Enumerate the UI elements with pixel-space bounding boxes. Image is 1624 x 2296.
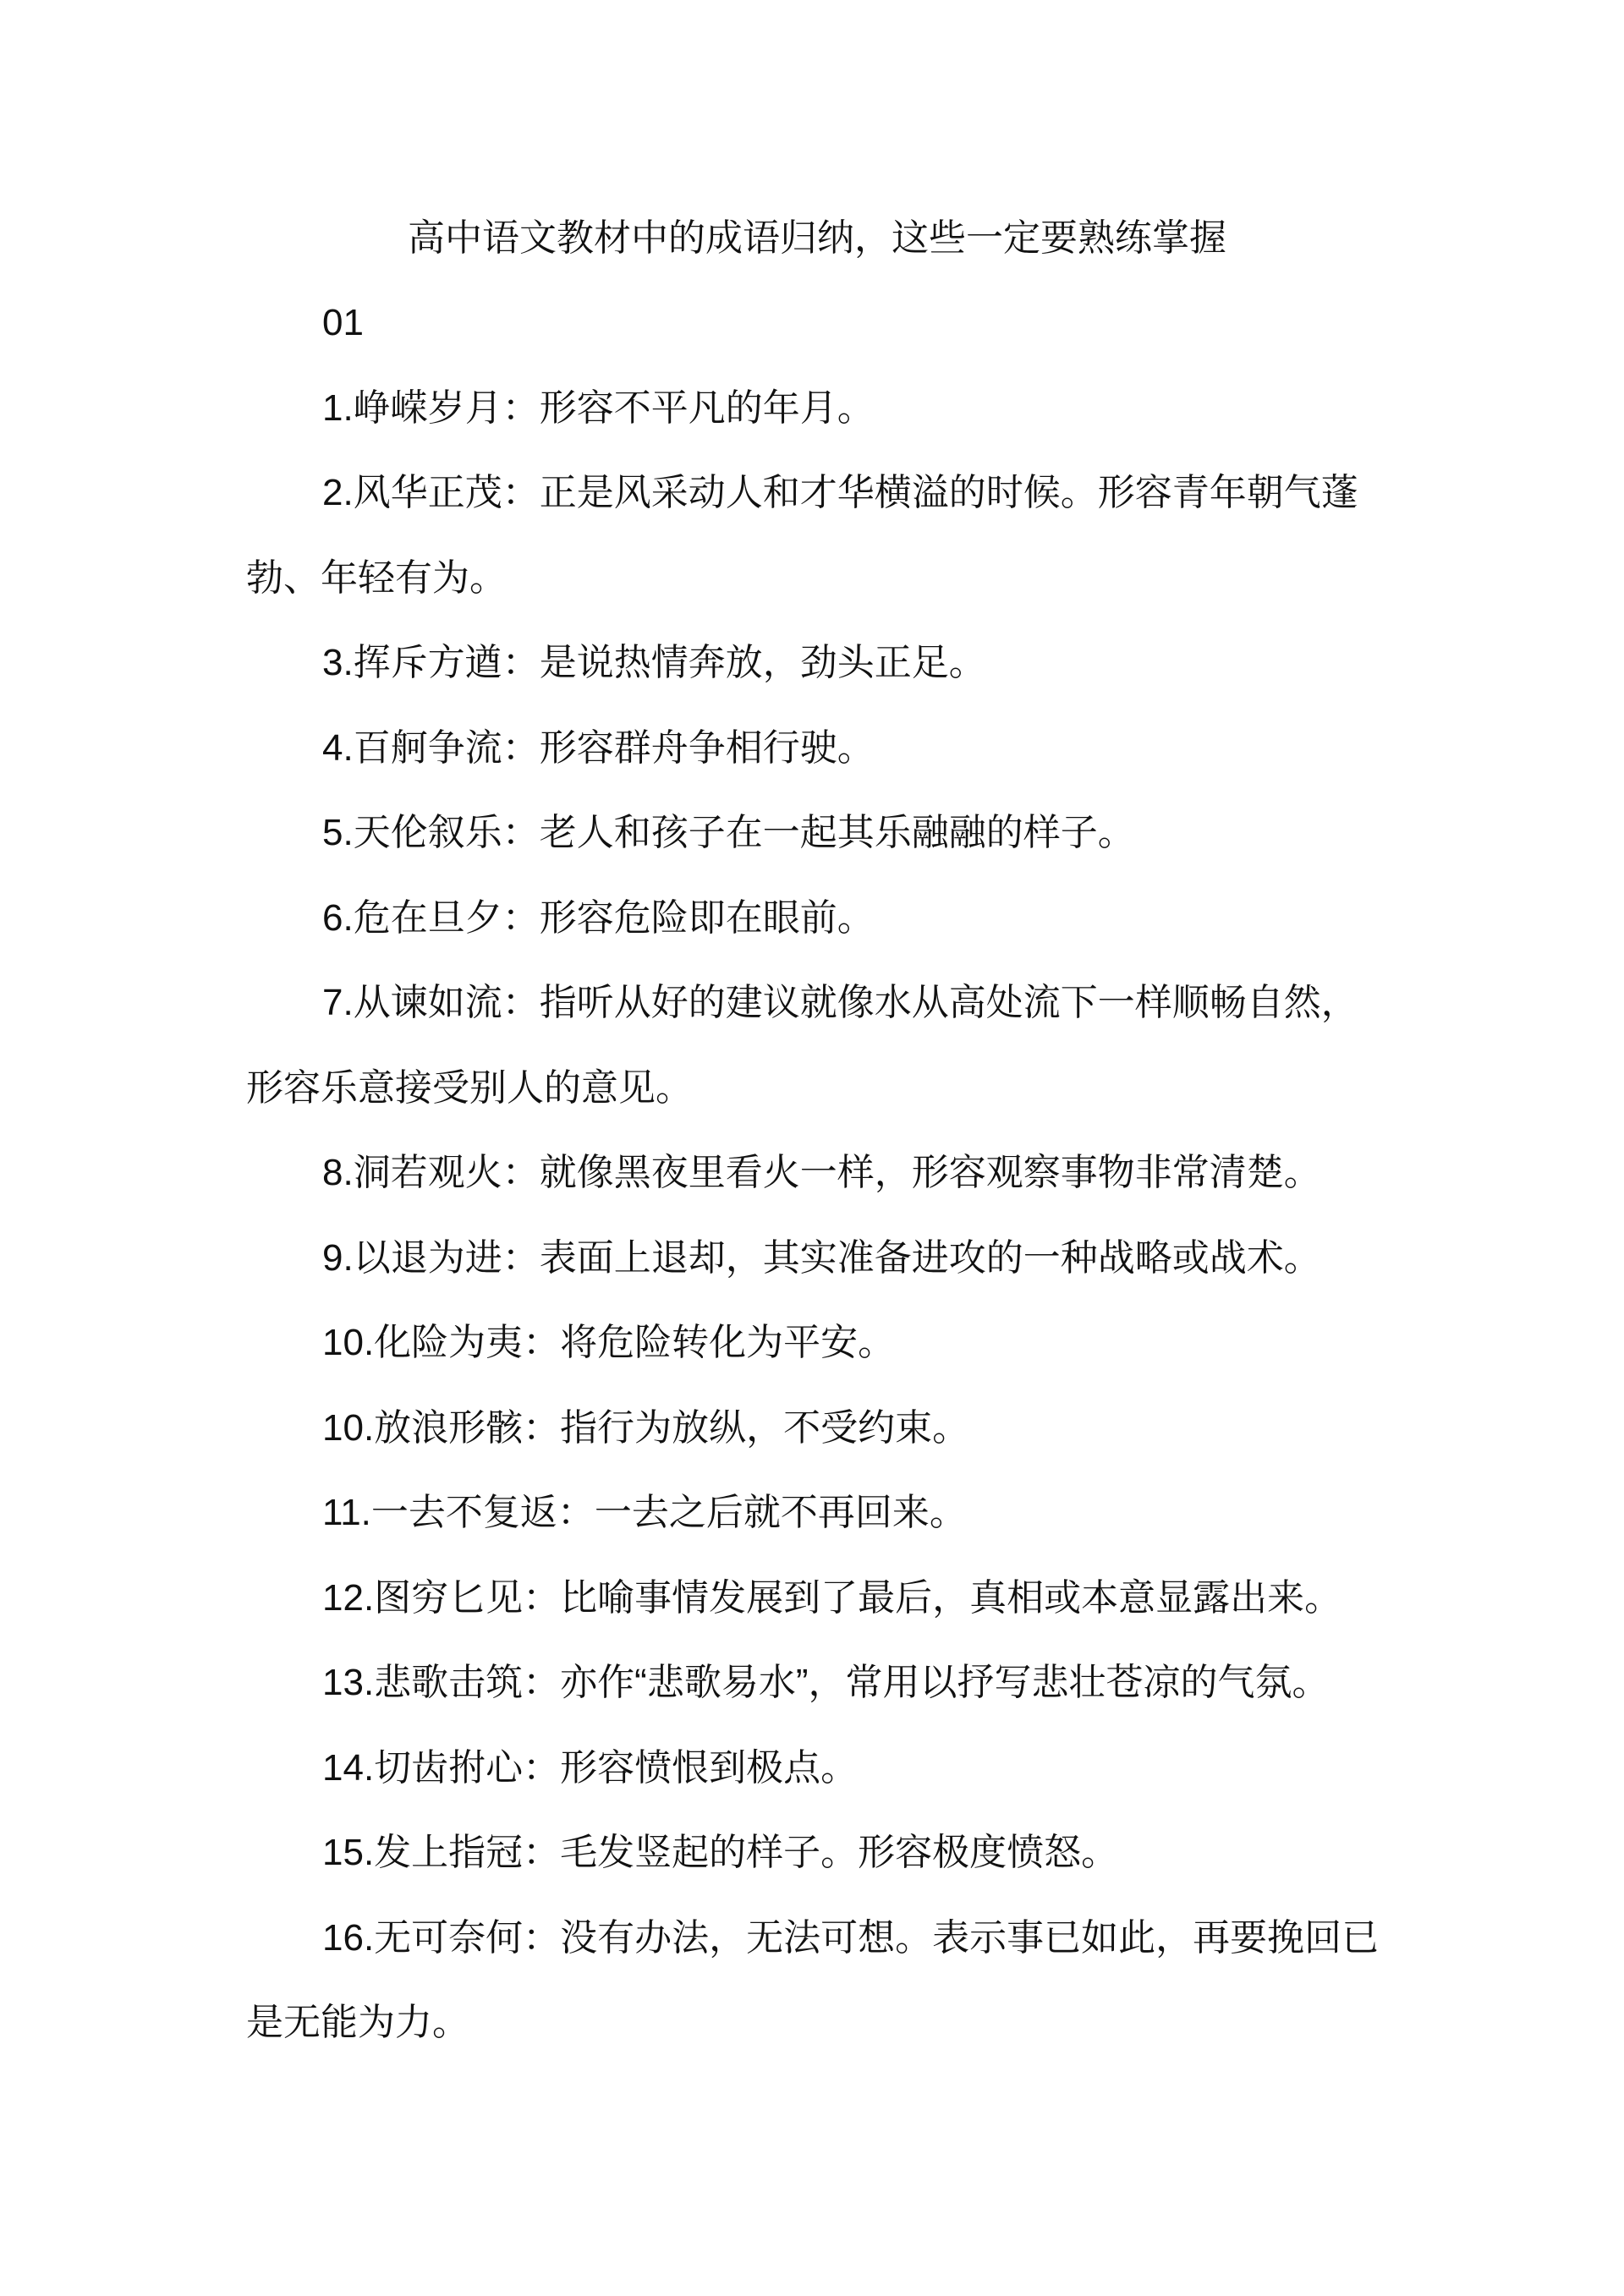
idiom-list <box>246 366 1388 2066</box>
idiom-item: 6.危在旦夕：形容危险即在眼前。 <box>322 896 875 939</box>
document-title: 高中语文教材中的成语归纳，这些一定要熟练掌握 <box>408 217 1226 259</box>
idiom-item: 5.天伦叙乐：老人和孩子在一起其乐融融的样子。 <box>322 812 1135 853</box>
idiom-item: 13.悲歌击筑：亦作“悲歌易水”，常用以抒写悲壮苍凉的气氛。 <box>322 1662 1330 1703</box>
idiom-item: 1.峥嵘岁月：形容不平凡的年月。 <box>322 386 875 429</box>
idiom-item: 8.洞若观火：就像黑夜里看火一样，形容观察事物非常清楚。 <box>322 1152 1321 1193</box>
idiom-item: 3.挥斥方遒：是说热情奔放，劲头正足。 <box>322 642 986 683</box>
idiom-item: 2.风华正茂：正是风采动人和才华横溢的时候。形容青年朝气蓬勃、年轻有为。 <box>246 472 1358 599</box>
idiom-item: 10.化险为夷：将危险转化为平安。 <box>322 1322 896 1363</box>
section-number: 01 <box>322 302 364 343</box>
idiom-item: 7.从谏如流：指听从好的建议就像水从高处流下一样顺畅自然，形容乐意接受别人的意见。 <box>246 982 1358 1109</box>
idiom-item: 16.无可奈何：没有办法，无法可想。表示事已如此，再要挽回已是无能为力。 <box>246 1916 1380 2043</box>
idiom-item: 14.切齿拊心：形容愤恨到极点。 <box>322 1746 859 1789</box>
idiom-item: 4.百舸争流：形容群舟争相行驶。 <box>322 726 875 769</box>
idiom-item: 11.一去不复返：一去之后就不再回来。 <box>322 1492 967 1533</box>
idiom-item: 9.以退为进：表面上退却，其实准备进攻的一种战略或战术。 <box>322 1236 1321 1279</box>
document-page <box>246 196 1388 2066</box>
idiom-item: 15.发上指冠：毛发竖起的样子。形容极度愤怒。 <box>322 1832 1119 1873</box>
idiom-item: 10.放浪形骸：指行为放纵，不受约束。 <box>322 1406 970 1449</box>
idiom-item: 12.图穷匕见：比喻事情发展到了最后，真相或本意显露出来。 <box>322 1576 1342 1619</box>
